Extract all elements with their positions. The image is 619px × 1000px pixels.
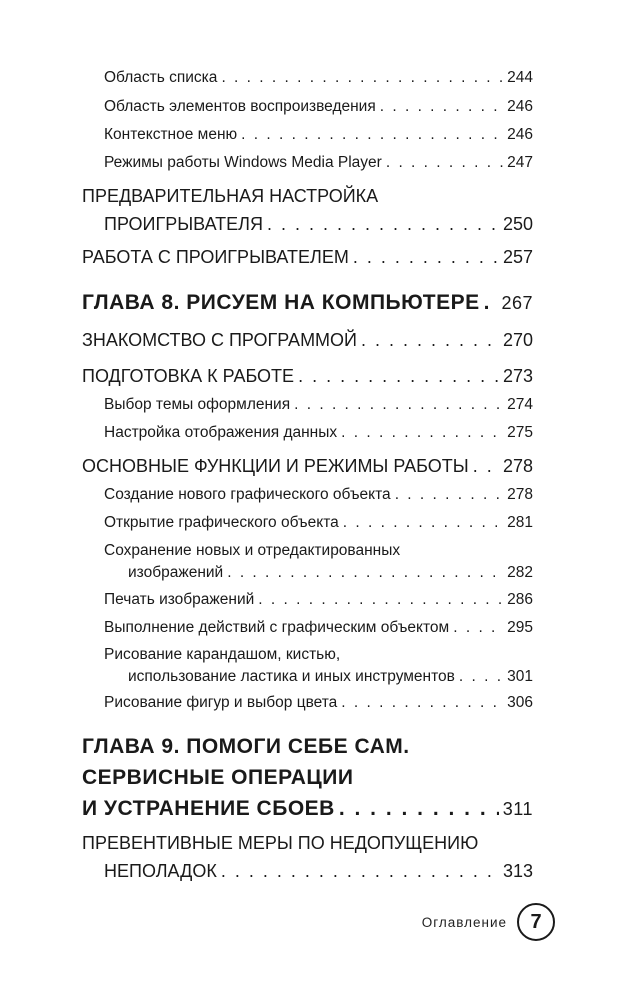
dot-leader bbox=[267, 210, 499, 238]
entry-title-cont: изображений bbox=[128, 564, 224, 581]
dot-leader bbox=[341, 422, 503, 444]
entry-title-cont: ПРОИГРЫВАТЕЛЯ bbox=[104, 214, 263, 234]
entry-page: 246 bbox=[507, 98, 533, 115]
entry-title: ПРЕВЕНТИВНЫЕ МЕРЫ ПО НЕДОПУЩЕНИЮ bbox=[82, 833, 479, 853]
entry-title: Печать изображений bbox=[104, 591, 255, 608]
toc-entry[interactable] bbox=[104, 512, 533, 534]
dot-leader bbox=[459, 666, 503, 688]
entry-title: Рисование фигур и выбор цвета bbox=[104, 694, 338, 711]
entry-page: 250 bbox=[502, 214, 533, 234]
chapter-title-cont: СЕРВИСНЫЕ ОПЕРАЦИИ bbox=[82, 766, 354, 789]
page-number-badge: 7 bbox=[517, 903, 555, 941]
dot-leader bbox=[473, 452, 499, 480]
dot-leader bbox=[353, 243, 499, 271]
entry-page: 247 bbox=[507, 154, 533, 171]
entry-title: Создание нового графического объекта bbox=[104, 486, 391, 503]
entry-page: 295 bbox=[507, 619, 533, 636]
entry-page: 273 bbox=[502, 366, 533, 386]
dot-leader bbox=[227, 562, 503, 584]
dot-leader bbox=[380, 96, 503, 118]
entry-title: Контекстное меню bbox=[104, 126, 238, 143]
dot-leader bbox=[386, 152, 503, 174]
entry-title-cont: использование ластика и иных инструментов bbox=[128, 668, 455, 685]
entry-page: 257 bbox=[502, 247, 533, 267]
toc-entry[interactable] bbox=[82, 182, 533, 238]
toc-entry[interactable] bbox=[104, 540, 533, 584]
dot-leader bbox=[484, 287, 498, 318]
entry-page: 278 bbox=[507, 486, 533, 503]
entry-title: Настройка отображения данных bbox=[104, 424, 338, 441]
dot-leader bbox=[395, 484, 503, 506]
chapter-entry[interactable] bbox=[82, 287, 533, 319]
page-footer bbox=[380, 903, 555, 943]
entry-title: ЗНАКОМСТВО С ПРОГРАММОЙ bbox=[82, 330, 357, 350]
chapter-title: ГЛАВА 8. РИСУЕМ НА КОМПЬЮТЕРЕ bbox=[82, 291, 480, 314]
chapter-title: ГЛАВА 9. ПОМОГИ СЕБЕ САМ. bbox=[82, 735, 410, 758]
entry-page: 282 bbox=[507, 564, 533, 581]
dot-leader bbox=[453, 617, 503, 639]
chapter-title-cont: И УСТРАНЕНИЕ СБОЕВ bbox=[82, 797, 335, 820]
toc-entry[interactable] bbox=[82, 829, 533, 885]
entry-title: РАБОТА С ПРОИГРЫВАТЕЛЕМ bbox=[82, 247, 349, 267]
toc-entry[interactable] bbox=[82, 362, 533, 390]
toc-entry[interactable] bbox=[104, 617, 533, 639]
dot-leader bbox=[241, 124, 503, 146]
toc-entry[interactable] bbox=[82, 243, 533, 271]
entry-page: 246 bbox=[507, 126, 533, 143]
entry-page: 274 bbox=[507, 396, 533, 413]
entry-title: ПРЕДВАРИТЕЛЬНАЯ НАСТРОЙКА bbox=[82, 186, 379, 206]
toc-entry[interactable] bbox=[104, 644, 533, 688]
toc-entry[interactable] bbox=[104, 152, 533, 174]
entry-page: 270 bbox=[502, 330, 533, 350]
dot-leader bbox=[221, 857, 499, 885]
entry-page: 311 bbox=[502, 799, 533, 819]
chapter-entry[interactable] bbox=[82, 731, 533, 825]
entry-page: 278 bbox=[502, 456, 533, 476]
entry-page: 286 bbox=[507, 591, 533, 608]
dot-leader bbox=[258, 589, 503, 611]
toc-entry[interactable] bbox=[104, 589, 533, 611]
entry-title: Режимы работы Windows Media Player bbox=[104, 154, 382, 171]
toc-entry[interactable] bbox=[104, 394, 533, 416]
toc-entry[interactable] bbox=[82, 326, 533, 354]
dot-leader bbox=[221, 67, 503, 89]
toc-entry[interactable] bbox=[104, 124, 533, 146]
entry-title: Выбор темы оформления bbox=[104, 396, 291, 413]
dot-leader bbox=[343, 512, 503, 534]
dot-leader bbox=[339, 793, 499, 824]
entry-page: 313 bbox=[502, 861, 533, 881]
entry-title: ПОДГОТОВКА К РАБОТЕ bbox=[82, 366, 295, 386]
running-footer-label: Оглавление bbox=[421, 915, 507, 930]
entry-title: Рисование карандашом, кистью, bbox=[104, 646, 341, 663]
entry-title: Выполнение действий с графическим объектом bbox=[104, 619, 450, 636]
entry-page: 281 bbox=[507, 514, 533, 531]
entry-page: 275 bbox=[507, 424, 533, 441]
entry-title: ОСНОВНЫЕ ФУНКЦИИ И РЕЖИМЫ РАБОТЫ bbox=[82, 456, 469, 476]
toc-entry[interactable] bbox=[104, 692, 533, 714]
entry-title: Открытие графического объекта bbox=[104, 514, 339, 531]
dot-leader bbox=[298, 362, 499, 390]
entry-title: Область списка bbox=[104, 69, 218, 86]
entry-page: 301 bbox=[507, 668, 533, 685]
entry-page: 306 bbox=[507, 694, 533, 711]
entry-page: 244 bbox=[507, 69, 533, 86]
toc-entry[interactable] bbox=[104, 484, 533, 506]
entry-title: Область элементов воспроизведения bbox=[104, 98, 376, 115]
entry-title: Сохранение новых и отредактированных bbox=[104, 542, 401, 559]
toc-entry[interactable] bbox=[104, 67, 533, 89]
entry-title-cont: НЕПОЛАДОК bbox=[104, 861, 217, 881]
toc-entry[interactable] bbox=[82, 452, 533, 480]
dot-leader bbox=[361, 326, 499, 354]
toc-entry[interactable] bbox=[104, 96, 533, 118]
dot-leader bbox=[341, 692, 503, 714]
dot-leader bbox=[294, 394, 503, 416]
entry-page: 267 bbox=[501, 293, 533, 313]
toc-entry[interactable] bbox=[104, 422, 533, 444]
